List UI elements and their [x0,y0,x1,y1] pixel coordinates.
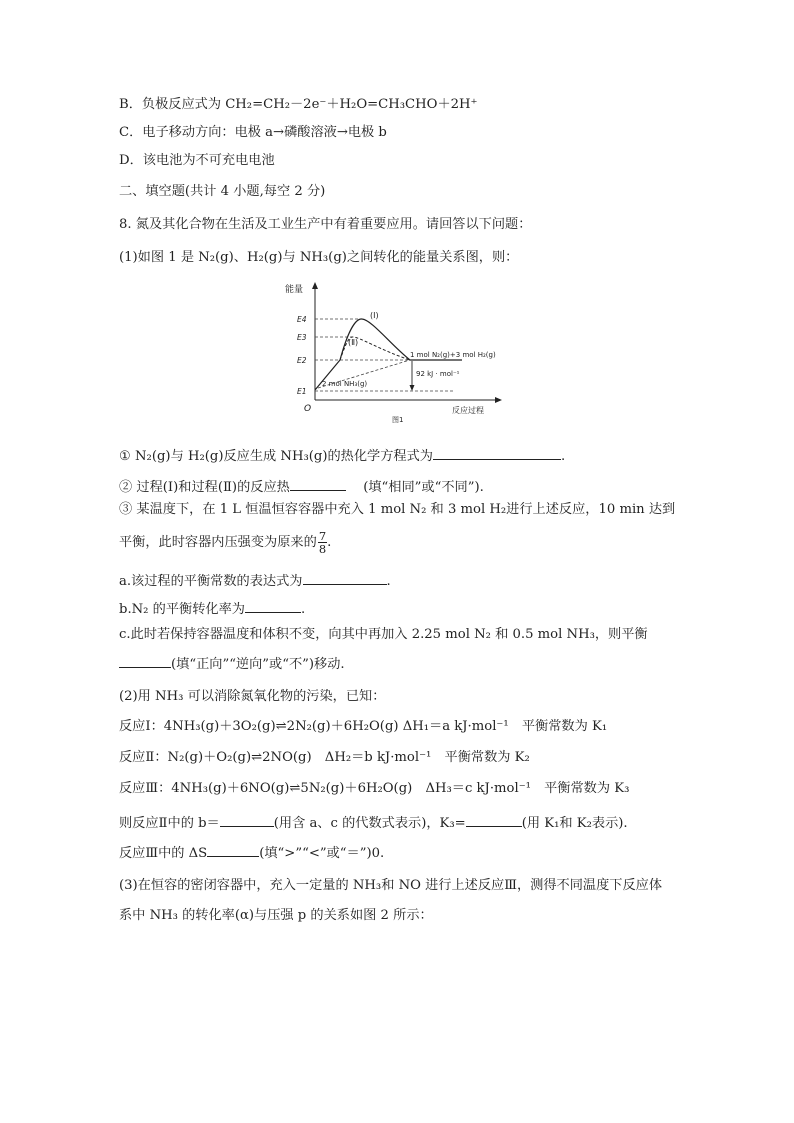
option-d: D．该电池为不可充电电池 [119,153,275,168]
curve-i-label: (Ⅰ) [370,311,379,320]
reactants-label: 1 mol N₂(g)+3 mol H₂(g) [410,351,496,359]
q1-line-b: ② 过程(Ⅰ)和过程(Ⅱ)的反应热 (填“相同”或“不同”). [119,477,484,497]
fraction: $\frac{7}{8}$ [318,529,327,556]
answer-blank[interactable] [433,446,561,460]
answer-blank[interactable] [290,477,346,491]
figure-caption: 图1 [392,416,404,424]
origin-label: O [304,404,312,414]
answer-blank[interactable] [466,813,522,827]
q1-line-a: ① N₂(g)与 H₂(g)反应生成 NH₃(g)的热化学方程式为 . [119,446,565,466]
level-e1: E1 [297,387,307,396]
level-e4: E4 [297,315,307,324]
x-axis-label: 反应过程 [452,406,484,415]
q2-intro: (2)用 NH₃ 可以消除氮氧化物的污染，已知： [119,689,386,704]
q1-sub-c1: c.此时若保持容器温度和体积不变，向其中再加入 2.25 mol N₂ 和 0.5 mol NH₃，则平衡 [119,627,648,642]
answer-blank[interactable] [220,813,274,827]
question-8-part1: (1)如图 1 是 N₂(g)、H₂(g)与 NH₃(g)之间转化的能量关系图，则： [119,250,519,265]
q1-line-c1: ③ 某温度下，在 1 L 恒温恒容容器中充入 1 mol N₂ 和 3 mol H₂进行上述反应，10 min 达到 [119,502,676,517]
reaction-1: 反应Ⅰ：4NH₃(g)＋3O₂(g)⇌2N₂(g)＋6H₂O(g) ΔH₁＝a kJ·mol⁻¹ 平衡常数为 K₁ [119,719,608,734]
x-axis-arrow [495,397,502,403]
energy-diagram [280,280,520,425]
q1-sub-c2: (填“正向”“逆向”或“不”)移动. [119,654,345,674]
level-e2: E2 [297,356,307,365]
q3-line-2: 系中 NH₃ 的转化率(α)与压强 p 的关系如图 2 所示： [119,908,433,923]
option-b: B．负极反应式为 CH₂=CH₂－2e⁻＋H₂O=CH₃CHO＋2H⁺ [119,97,478,112]
q3-line-1: (3)在恒容的密闭容器中，充入一定量的 NH₃和 NO 进行上述反应Ⅲ，测得不同温度下反应体 [119,878,663,893]
q2-ask-1: 则反应Ⅱ中的 b＝ (用含 a、c 的代数式表示)，K₃= (用 K₁和 K₂表示). [119,813,628,833]
reaction-3: 反应Ⅲ：4NH₃(g)＋6NO(g)⇌5N₂(g)＋6H₂O(g) ΔH₃＝c kJ·mol⁻¹ 平衡常数为 K₃ [119,781,630,796]
q1-sub-b: b.N₂ 的平衡转化率为 . [119,599,305,619]
y-axis-label: 能量 [285,285,304,295]
y-axis-arrow [312,282,318,289]
reaction-2: 反应Ⅱ：N₂(g)＋O₂(g)⇌2NO(g) ΔH₂＝b kJ·mol⁻¹ 平衡常数为 K₂ [119,750,530,765]
q1-line-c2: 平衡，此时容器内压强变为原来的 $\frac{7}{8}$ . [119,529,332,556]
curve-ii-label: (Ⅱ) [348,338,359,347]
product-label: 2 mol NH₃(g) [322,380,368,388]
delta-h-label: 92 kJ · mol⁻¹ [416,370,460,378]
answer-blank[interactable] [207,843,259,857]
option-c: C．电子移动方向：电极 a→磷酸溶液→电极 b [119,125,387,140]
answer-blank[interactable] [245,599,301,613]
q1-sub-a: a.该过程的平衡常数的表达式为 . [119,571,391,591]
level-e3: E3 [297,333,307,342]
section-heading: 二、填空题(共计 4 小题,每空 2 分) [119,184,326,199]
answer-blank[interactable] [119,654,171,668]
answer-blank[interactable] [303,571,387,585]
q2-ask-2: 反应Ⅲ中的 ΔS (填“>”“<”或“＝”)0. [119,843,384,863]
question-8-stem: 8. 氮及其化合物在生活及工业生产中有着重要应用。请回答以下问题： [119,217,532,232]
